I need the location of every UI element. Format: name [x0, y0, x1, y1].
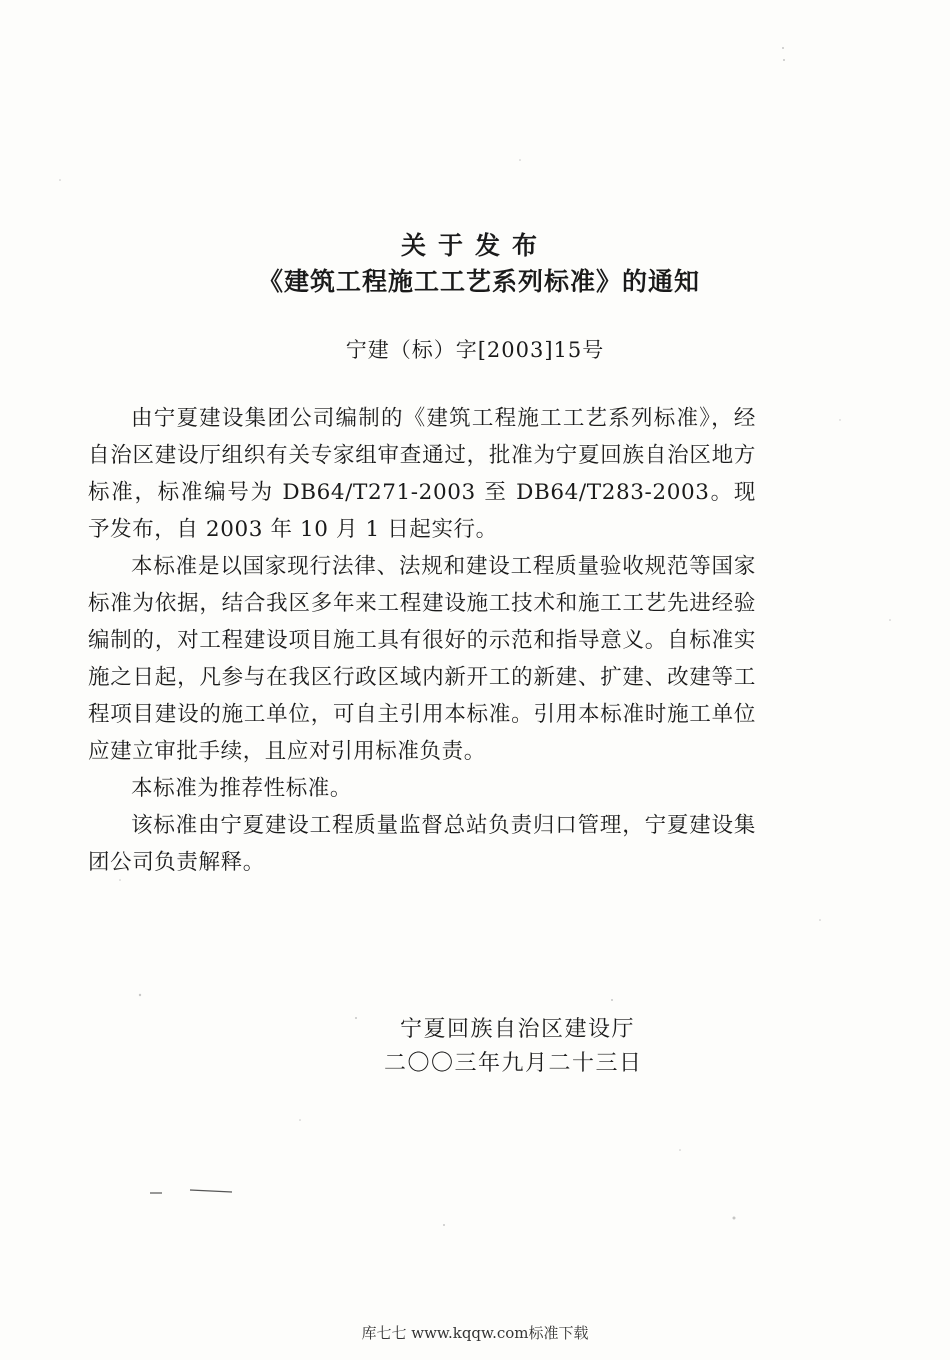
paragraph-basis: 本标准是以国家现行法律、法规和建设工程质量验收规范等国家标准为依据，结合我区多年来工程建设施工技术和施工工艺先进经验编制的，对工程建设项目施工具有很好的示范和指导意义。自标准实施之日起，凡参与在我区行政区域内新开工的新建、扩建、改建等工程项目建设的施工单位，可自主引用本标准。引用本标准时施工单位应建立审批手续，且应对引用标准负责。 — [88, 554, 756, 764]
footer-watermark: 库七七 www.kqqw.com标准下载 — [361, 1324, 589, 1342]
document-number: 宁建（标）字[2003]15号 — [345, 338, 605, 362]
notice-title-line2: 《建筑工程施工工艺系列标准》的通知 — [257, 267, 700, 296]
issue-date: 二〇〇三年九月二十三日 — [384, 1051, 643, 1076]
notice-body — [88, 400, 756, 881]
paragraph-recommended: 本标准为推荐性标准。 — [131, 776, 353, 801]
paragraph-management: 该标准由宁夏建设工程质量监督总站负责归口管理，宁夏建设集团公司负责解释。 — [88, 813, 756, 875]
notice-title-line1: 关于发布 — [400, 231, 549, 260]
issuing-organization: 宁夏回族自治区建设厅 — [400, 1017, 636, 1042]
paragraph-publication: 由宁夏建设集团公司编制的《建筑工程施工工艺系列标准》，经自治区建设厅组织有关专家组审查通过，批准为宁夏回族自治区地方标准，标准编号为 DB64/T271-2003 至 DB64/T283-2003。现予发布，自 2003 年 10 月 1 日起实行。 — [88, 406, 756, 542]
